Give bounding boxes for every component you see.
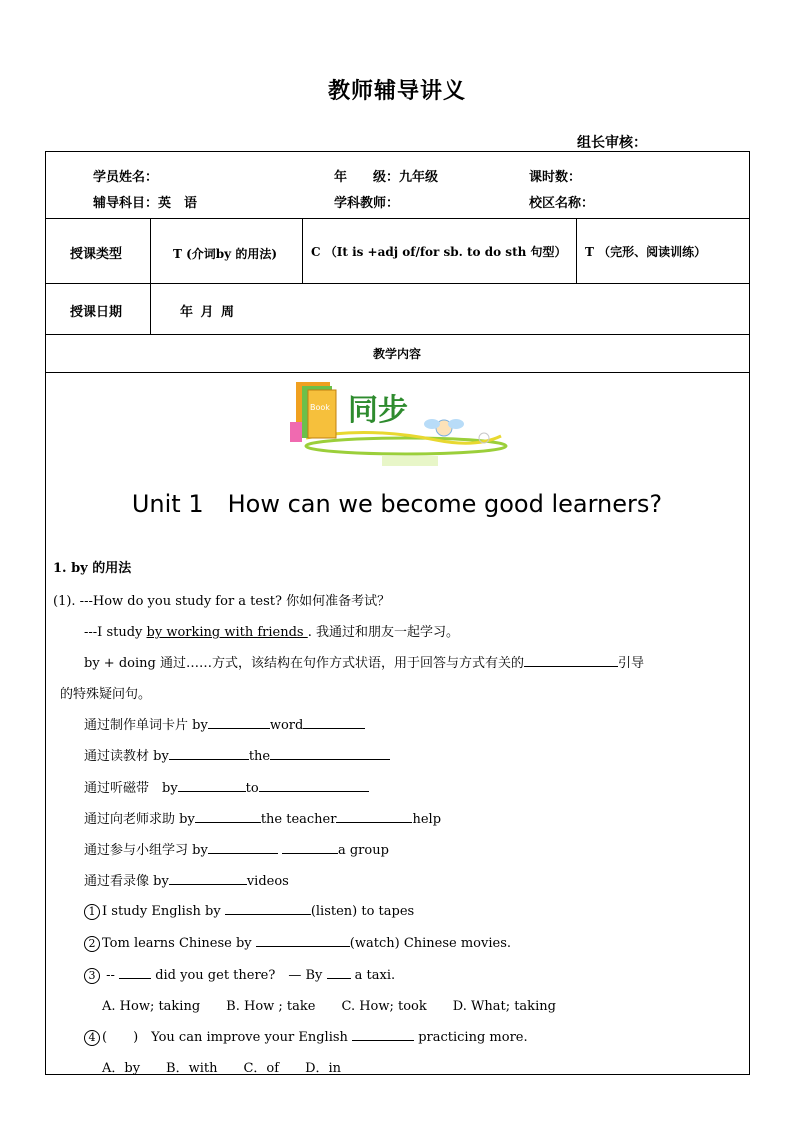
- table-col-divider: [150, 218, 151, 334]
- answer-blank[interactable]: [259, 778, 369, 792]
- answer-blank[interactable]: [336, 809, 412, 823]
- grade-field: [334, 166, 438, 185]
- class-hours-label: 课时数：: [529, 170, 582, 185]
- exercise-1: 1 I study English by (listen) to tapes: [84, 901, 414, 920]
- list-item: 通过听磁带 by to: [84, 777, 369, 796]
- list-item: 通过读教材 by the: [84, 745, 390, 764]
- course-type-t2: T （完形、阅读训练）: [585, 245, 707, 259]
- answer-blank[interactable]: [119, 965, 151, 979]
- table-col-divider: [576, 218, 577, 283]
- answer-blank[interactable]: [327, 965, 351, 979]
- answer-blank[interactable]: [169, 746, 249, 760]
- grade-value: 九年级: [399, 170, 439, 185]
- section-heading: 1. by 的用法: [53, 561, 132, 576]
- logo-text: 同步: [348, 393, 408, 428]
- course-date-value: 年 月 周: [180, 305, 235, 320]
- campus-label: 校区名称：: [529, 196, 595, 211]
- list-item: 通过制作单词卡片 by word: [84, 714, 365, 733]
- list-item: 通过参与小组学习 by a group: [84, 839, 389, 858]
- exercise-4-options: A．by B．with C．of D．in: [102, 1061, 342, 1076]
- subject-value: 英 语: [158, 196, 198, 211]
- page-title: 教师辅导讲义: [327, 78, 466, 104]
- rule-text-cont: 的特殊疑问句。: [60, 687, 152, 702]
- subject-field: [93, 192, 197, 211]
- table-divider: [45, 334, 750, 335]
- answer-blank[interactable]: [225, 901, 311, 915]
- exercise-3: 3 -- did you get there? — By a taxi.: [84, 964, 395, 984]
- answer-1: ---I study by working with friends . 我通过和朋友一起学习。: [84, 625, 459, 640]
- answer-blank[interactable]: [352, 1027, 414, 1041]
- content-header: 教学内容: [372, 347, 421, 361]
- grade-label: 年 级：: [334, 170, 400, 185]
- subject-label: 辅导科目：: [93, 196, 159, 211]
- exercise-3-options: A. How; taking B. How ; take C. How; took D. What; taking: [102, 999, 556, 1014]
- table-col-divider: [302, 218, 303, 283]
- course-type-label: 授课类型: [70, 247, 123, 262]
- answer-blank[interactable]: [256, 933, 350, 947]
- answer-blank[interactable]: [195, 809, 261, 823]
- answer-blank[interactable]: [303, 715, 365, 729]
- course-type-t1: T (介词by 的用法): [173, 247, 278, 261]
- exercise-2: 2 Tom learns Chinese by (watch) Chinese movies.: [84, 933, 511, 952]
- student-name-label: 学员姓名：: [93, 170, 159, 185]
- question-1: (1). ---How do you study for a test? 你如何准备考试？: [53, 594, 391, 609]
- answer-blank[interactable]: [178, 778, 246, 792]
- logo-book-text: Book: [310, 403, 330, 412]
- teacher-label: 学科教师：: [334, 196, 400, 211]
- list-item: 通过向老师求助 by the teacher help: [84, 808, 441, 827]
- list-item: 通过看录像 by videos: [84, 870, 289, 889]
- rule-text: by + doing 通过……方式，该结构在句作方式状语，用于回答与方式有关的 引导: [84, 652, 644, 671]
- answer-blank[interactable]: [169, 871, 247, 885]
- answer-blank[interactable]: [208, 715, 270, 729]
- tongbu-logo: [286, 376, 508, 472]
- answer-blank[interactable]: [282, 840, 338, 854]
- course-date-label: 授课日期: [70, 305, 123, 320]
- answer-blank[interactable]: [270, 746, 390, 760]
- table-divider: [45, 372, 750, 373]
- unit-title: Unit 1 How can we become good learners?: [131, 490, 663, 518]
- course-type-c: C （It is +adj of/for sb. to do sth 句型）: [311, 245, 567, 259]
- answer-blank[interactable]: [208, 840, 278, 854]
- reviewer-label: 组长审核：: [577, 135, 647, 151]
- exercise-4: 4 ( ) You can improve your English practicing more.: [84, 1026, 528, 1046]
- answer-blank[interactable]: [524, 653, 618, 667]
